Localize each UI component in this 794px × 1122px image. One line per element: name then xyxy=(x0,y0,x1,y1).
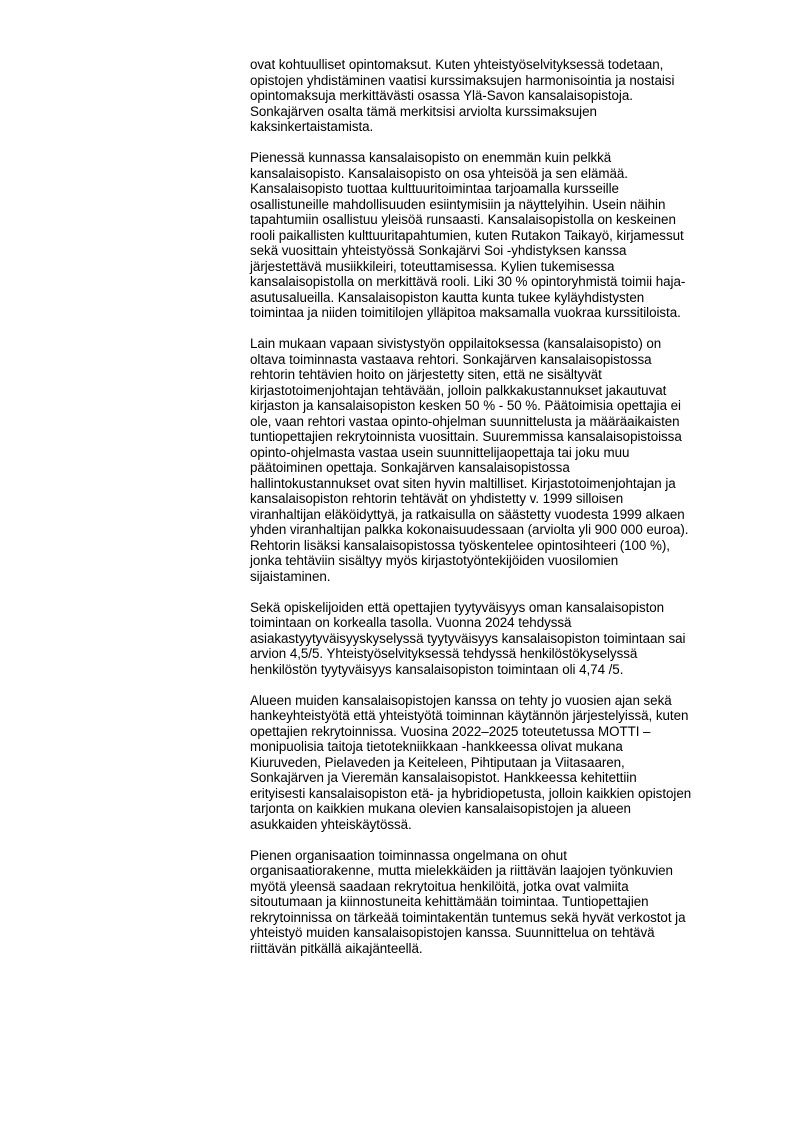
paragraph-tyytyvaisyys: Sekä opiskelijoiden että opettajien tyytyväisyys oman kansalaisopiston toimintaan on korkealla tasolla. Vuonna 2024 tehdyssä asiakastyytyväisyyskyselyssä tyytyväisyys kansalaisopiston toimintaan sai arvion 4,5/5. Yhteistyöselvityksessä tehdyssä henkilöstökyselyssä henkilöstön tyytyväisyys kansalaisopiston toimintaan oli 4,74 /5. xyxy=(250,599,686,677)
paragraph-opintomaksut: ovat kohtuulliset opintomaksut. Kuten yhteistyöselvityksessä todetaan, opistojen yhdistäminen vaatisi kurssimaksujen harmonisointia ja nostaisi opintomaksuja merkittävästi osassa Ylä-Savon kansalaisopistoja. Sonkajärven osalta tämä merkitsisi arviolta kurssimaksujen kaksinkertaistamista. xyxy=(250,57,675,134)
paragraph-rehtori: Lain mukaan vapaan sivistystyön oppilaitoksessa (kansalaisopisto) on oltava toiminnasta vastaava rehtori. Sonkajärven kansalaisopistossa rehtorin tehtävien hoito on järjestetty siten, että ne sisältyvät kirjastotoimenjohtajan tehtävään, jolloin palkkakustannukset jakautuvat kirjaston ja kansalaisopiston kesken 50 % - 50 %. Päätoimisia opettajia ei ole, vaan rehtori vastaa opinto-ohjelman suunnittelusta ja määräaikaisten tuntiopettajien rekrytoinnista vuosittain. Suuremmissa kansalaisopistoissa opinto-ohjelmasta vastaa usein suunnittelijaopettaja tai joku muu päätoiminen opettaja. Sonkajärven kansalaisopistossa hallintokustannukset ovat siten hyvin maltilliset. Kirjastotoimenjohtajan ja kansalaisopiston rehtorin tehtävät on yhdistetty v. 1999 silloisen viranhaltijan eläköidyttyä, ja ratkaisulla on säästetty vuodesta 1999 alkaen yhden viranhaltijan palkka kokonaisuudessaan (arviolta yli 900 000 euroa). Rehtorin lisäksi kansalaisopistossa työskentelee opintosihteeri (100 %), jonka tehtäviin sisältyy myös kirjastotyöntekijöiden vuosilomien sijaistaminen. xyxy=(250,336,689,584)
paragraph-organisaatio: Pienen organisaation toiminnassa ongelmana on ohut organisaatiorakenne, mutta mielekkäiden ja riittävän laajojen työnkuvien myötä yleensä saadaan rekrytoitua henkilöitä, jotka ovat valmiita sitoutumaan ja kiinnostuneita kehittämään toimintaa. Tuntiopettajien rekrytoinnissa on tärkeää toimintakentän tuntemus sekä hyvät verkostot ja yhteistyö muiden kansalaisopistojen kanssa. Suunnittelua on tehtävä riittävän pitkällä aikajänteellä. xyxy=(250,847,686,956)
paragraph-yhteistyo: Alueen muiden kansalaisopistojen kanssa on tehty jo vuosien ajan sekä hankeyhteistyötä että yhteistyötä toiminnan käytännön järjestelyissä, kuten opettajien rekrytoinnissa. Vuosina 2022–2025 toteutetussa MOTTI – monipuolisia taitoja tietotekniikkaan -hankkeessa olivat mukana Kiuruveden, Pielaveden ja Keiteleen, Pihtiputaan ja Viitasaaren, Sonkajärven ja Vieremän kansalaisopistot. Hankkeessa kehitettiin erityisesti kansalaisopiston etä- ja hybridiopetusta, jolloin kaikkien opistojen tarjonta on kaikkien mukana olevien kansalaisopistojen ja alueen asukkaiden yhteiskäytössä. xyxy=(250,692,692,832)
paragraph-kulttuuritoiminta: Pienessä kunnassa kansalaisopisto on enemmän kuin pelkkä kansalaisopisto. Kansalaisopisto on osa yhteisöä ja sen elämää. Kansalaisopisto tuottaa kulttuuritoimintaa tarjoamalla kursseille osallistuneille mahdollisuuden esiintymisiin ja näyttelyihin. Usein näihin tapahtumiin osallistuu yleisöä runsaasti. Kansalaisopistolla on keskeinen rooli paikallisten kulttuuritapahtumien, kuten Rutakon Taikayö, kirjamessut sekä vuosittain yhteistyössä Sonkajärvi Soi -yhdistyksen kanssa järjestettävä musiikkileiri, toteuttamisessa. Kylien tukemisessa kansalaisopistolla on merkittävä rooli. Liki 30 % opintoryhmistä toimii haja- asutusalueilla. Kansalaisopiston kautta kunta tukee kyläyhdistysten toimintaa ja niiden toimitilojen ylläpitoa maksamalla vuokraa kurssitiloista. xyxy=(250,150,686,320)
body-text xyxy=(250,57,750,972)
